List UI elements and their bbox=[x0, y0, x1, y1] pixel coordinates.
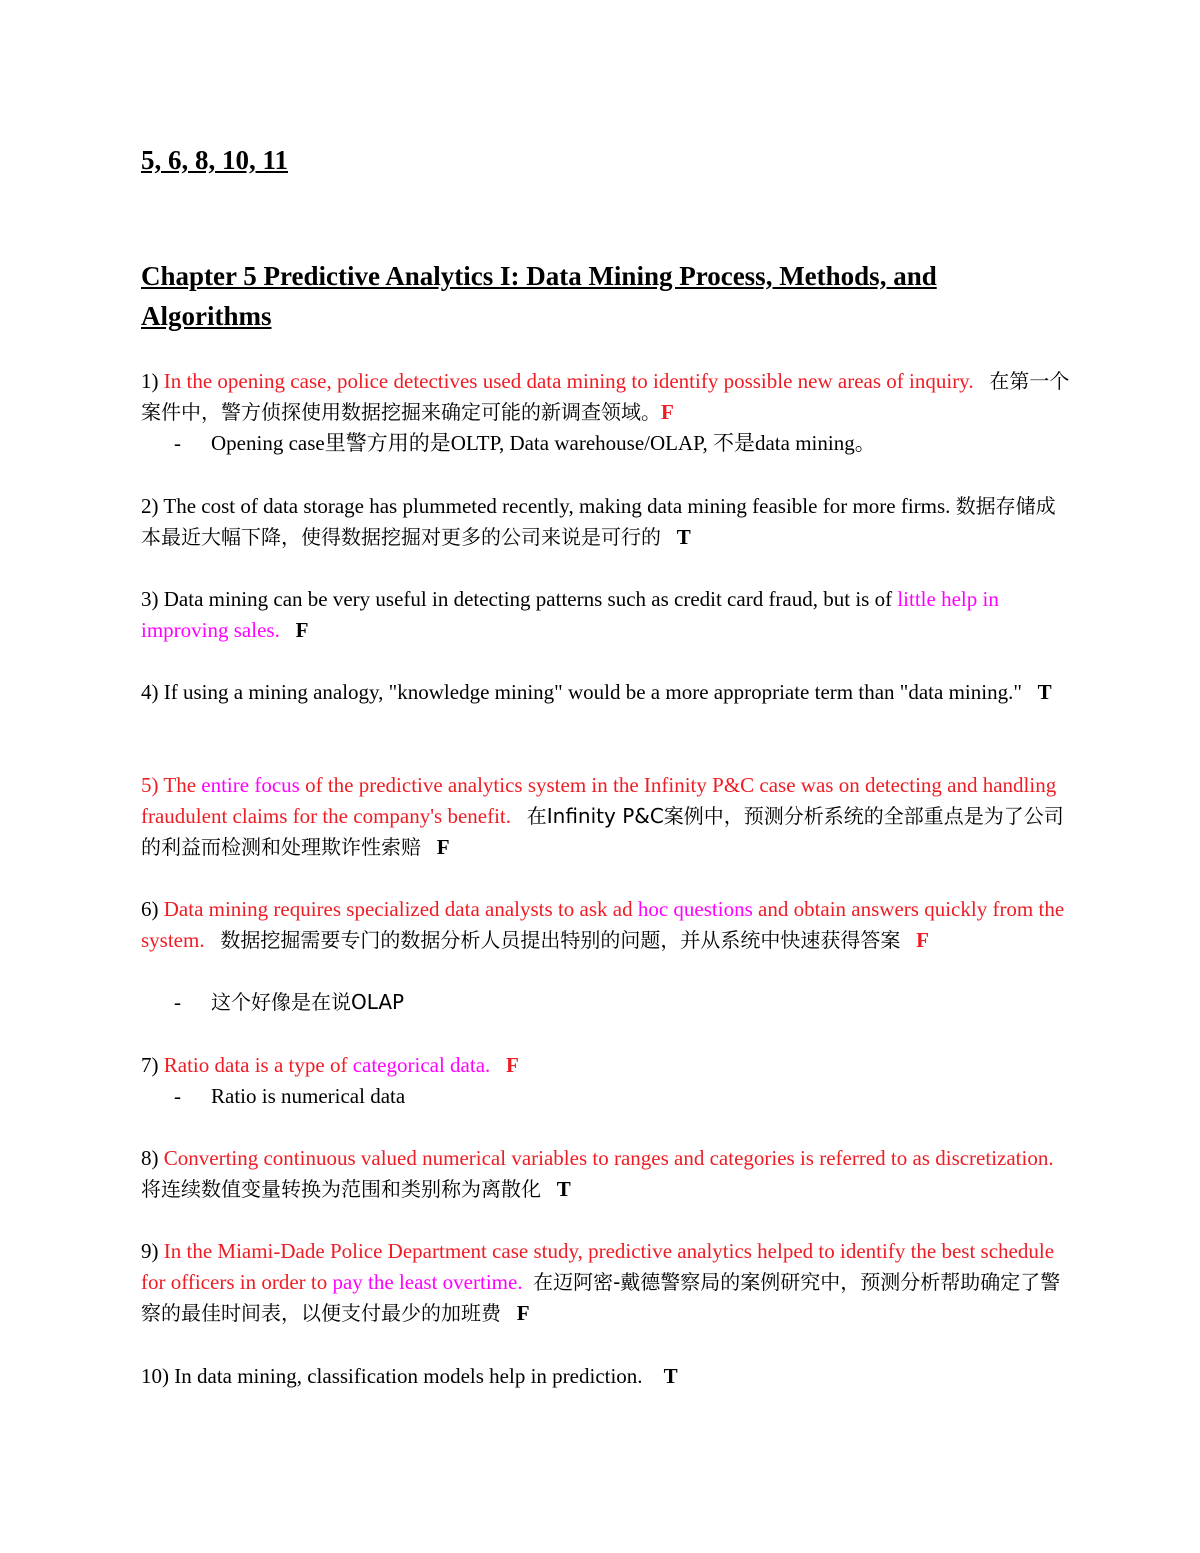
question-text-highlight: little help in improving sales. bbox=[141, 587, 999, 642]
answer-label: F bbox=[506, 1053, 519, 1077]
question-9 bbox=[141, 1236, 1071, 1329]
question-number: 3) bbox=[141, 587, 164, 611]
answer-label: F bbox=[916, 928, 929, 952]
question-number: 2) bbox=[141, 494, 164, 518]
question-text: Data mining can be very useful in detecting patterns such as credit card fraud, but is of bbox=[163, 587, 898, 611]
answer-label: T bbox=[676, 525, 691, 549]
question-1 bbox=[141, 366, 1071, 428]
question-number: 5) bbox=[141, 773, 164, 797]
chapter-title: Chapter 5 Predictive Analytics I: Data Mining Process, Methods, and Algorithms bbox=[141, 261, 937, 331]
question-2 bbox=[141, 491, 1071, 553]
note-text: Opening case里警方用的是OLTP, Data warehouse/OLAP, 不是data mining。 bbox=[211, 431, 876, 455]
question-4 bbox=[141, 677, 1071, 708]
answer-label: F bbox=[436, 835, 450, 859]
question-text: In the Miami-Dade Police Department case study, predictive analytics helped to identify the best schedule for officers in order to bbox=[141, 1239, 1055, 1294]
question-number: 1) bbox=[141, 369, 164, 393]
question-translation: 在迈阿密-戴德警察局的案例研究中，预测分析帮助确定了警察的最佳时间表，以便支付最少的加班费 bbox=[141, 1270, 1061, 1325]
question-text-highlight: hoc questions bbox=[637, 897, 753, 921]
question-10 bbox=[141, 1361, 1071, 1392]
question-text: Ratio data is a type of bbox=[163, 1053, 353, 1077]
question-translation: 在第一个案件中，警方侦探使用数据挖掘来确定可能的新调查领域。 bbox=[141, 369, 1070, 424]
question-text: In data mining, classification models help in prediction. bbox=[174, 1364, 643, 1388]
question-text-highlight: entire focus bbox=[201, 773, 300, 797]
note-text: Ratio is numerical data bbox=[211, 1084, 406, 1108]
question-number: 8) bbox=[141, 1146, 164, 1170]
question-translation: 数据存储成本最近大幅下降，使得数据挖掘对更多的公司来说是可行的 bbox=[141, 494, 1056, 549]
question-7 bbox=[141, 1050, 1071, 1081]
note-6: - 这个好像是在说OLAP bbox=[174, 990, 405, 1014]
question-translation: 数据挖掘需要专门的数据分析人员提出特别的问题，并从系统中快速获得答案 bbox=[220, 928, 901, 952]
answer-label: T bbox=[556, 1177, 571, 1201]
question-text: Data mining requires specialized data analysts to ask ad bbox=[163, 897, 638, 921]
question-text-cont: and obtain answers quickly from the system. bbox=[141, 897, 1065, 952]
question-number: 4) bbox=[141, 680, 164, 704]
note-7: - Ratio is numerical data bbox=[174, 1084, 406, 1108]
question-number: 10) bbox=[141, 1364, 175, 1388]
question-number: 6) bbox=[141, 897, 164, 921]
question-3 bbox=[141, 584, 1071, 646]
question-text: The bbox=[163, 773, 202, 797]
question-text-cont: of the predictive analytics system in the Infinity P&C case was on detecting and handling fraudulent claims for the company's benefit. bbox=[141, 773, 1057, 828]
answer-label: T bbox=[1037, 680, 1052, 704]
question-number: 9) bbox=[141, 1239, 164, 1263]
question-text-highlight: categorical data. bbox=[352, 1053, 491, 1077]
note-1: - Opening case里警方用的是OLTP, Data warehouse/OLAP, 不是data mining。 bbox=[174, 431, 876, 455]
question-text: If using a mining analogy, "knowledge mining" would be a more appropriate term than "data mining." bbox=[163, 680, 1022, 704]
question-5 bbox=[141, 770, 1071, 863]
answer-label: F bbox=[516, 1301, 530, 1325]
question-text: Converting continuous valued numerical variables to ranges and categories is referred to as discretization. bbox=[163, 1146, 1054, 1170]
question-text-highlight: pay the least overtime. bbox=[332, 1270, 523, 1294]
question-6 bbox=[141, 894, 1071, 956]
answer-label: F bbox=[661, 400, 674, 424]
question-text: The cost of data storage has plummeted recently, making data mining feasible for more firms. bbox=[163, 494, 951, 518]
top-numbers-heading: 5, 6, 8, 10, 11 bbox=[141, 145, 289, 175]
question-8 bbox=[141, 1143, 1071, 1205]
question-translation: 将连续数值变量转换为范围和类别称为离散化 bbox=[141, 1177, 541, 1201]
question-translation: 在Infinity P&C案例中，预测分析系统的全部重点是为了公司的利益而检测和处理欺诈性索赔 bbox=[141, 804, 1064, 859]
answer-label: T bbox=[663, 1364, 678, 1388]
answer-label: F bbox=[295, 618, 309, 642]
question-number: 7) bbox=[141, 1053, 164, 1077]
question-text: In the opening case, police detectives used data mining to identify possible new areas of inquiry. bbox=[163, 369, 974, 393]
note-text: 这个好像是在说OLAP bbox=[211, 990, 405, 1014]
